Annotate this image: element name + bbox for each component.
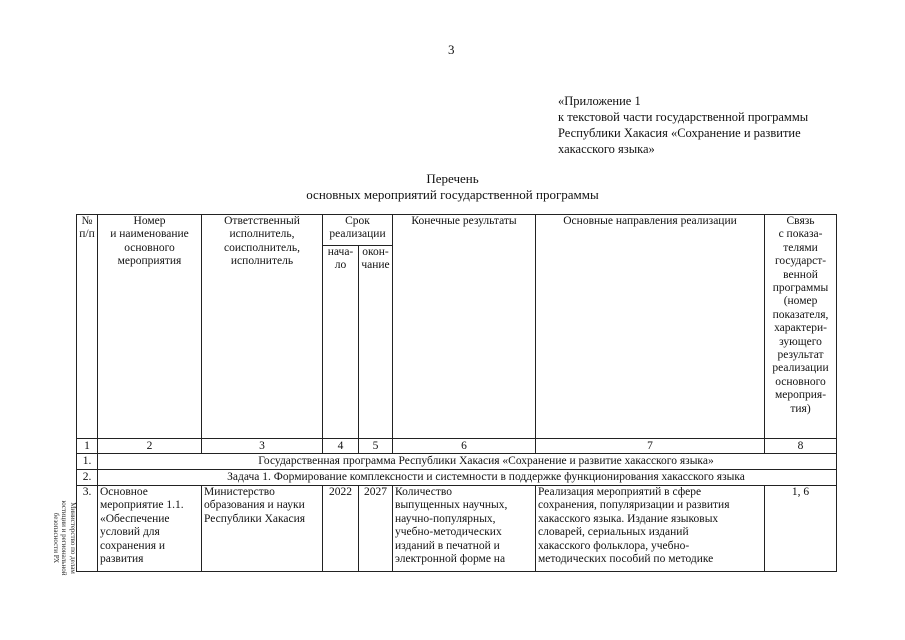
header-results: Конечные результаты — [393, 215, 536, 439]
column-number: 1 — [77, 439, 98, 454]
page-number: 3 — [448, 42, 455, 57]
header-directions: Основные направления реализации — [536, 215, 765, 439]
results-cell: Количество выпущенных научных, научно-популярных, учебно-методических изданий в печатной и электронной форме на — [393, 486, 536, 572]
row-number: 3. — [77, 486, 98, 572]
appendix-line: «Приложение 1 — [558, 94, 641, 108]
measures-table — [76, 214, 837, 572]
row-number: 2. — [77, 470, 98, 486]
program-title-cell: Государственная программа Республики Хакасия «Сохранение и развитие хакасского языка» — [98, 454, 837, 470]
header-name: Номер и наименование основного мероприятия — [98, 215, 202, 439]
stamp-line: юстиции и региональной — [60, 500, 69, 576]
column-number: 2 — [98, 439, 202, 454]
appendix-note — [558, 93, 808, 157]
start-year-cell: 2022 — [323, 486, 359, 572]
header-num: № п/п — [77, 215, 98, 439]
column-number: 7 — [536, 439, 765, 454]
executor-cell: Министерство образования и науки Республики Хакасия — [202, 486, 323, 572]
measure-name-cell: Основное мероприятие 1.1. «Обеспечение условий для сохранения и развития — [98, 486, 202, 572]
indicator-link-cell: 1, 6 — [765, 486, 837, 572]
stamp-line: Министерство по делам — [69, 502, 77, 574]
header-link: Связь с показа- телями государст- венной программы (номер показателя, характери- зующего результат реализации основного мероприя- тия) — [765, 215, 837, 439]
column-number: 5 — [359, 439, 393, 454]
document-subtitle: основных мероприятий государственной программы — [306, 187, 599, 202]
column-number: 8 — [765, 439, 837, 454]
appendix-line: хакасского языка» — [558, 142, 655, 156]
column-number: 3 — [202, 439, 323, 454]
column-number: 6 — [393, 439, 536, 454]
stamp-line: безопасности РХ — [52, 512, 60, 564]
directions-cell: Реализация мероприятий в сфере сохранения, популяризации и развития хакасского языка. Издание языковых словарей, сериальных изданий хакасского фольклора, учебно- методических пособий по методике — [536, 486, 765, 572]
column-number: 4 — [323, 439, 359, 454]
row-number: 1. — [77, 454, 98, 470]
header-term-start: нача- ло — [323, 246, 359, 439]
document-title: Перечень — [426, 171, 479, 186]
header-term: Срок реализации — [323, 215, 393, 246]
header-executor: Ответственный исполнитель, соисполнитель, исполнитель — [202, 215, 323, 439]
appendix-line: к текстовой части государственной программы — [558, 110, 809, 124]
end-year-cell: 2027 — [359, 486, 393, 572]
appendix-line: Республики Хакасия «Сохранение и развитие — [558, 126, 801, 140]
header-term-end: окон- чание — [359, 246, 393, 439]
task-title-cell: Задача 1. Формирование комплексности и системности в поддержке функционирования хакасского языка — [98, 470, 837, 486]
registration-stamp — [16, 483, 76, 601]
